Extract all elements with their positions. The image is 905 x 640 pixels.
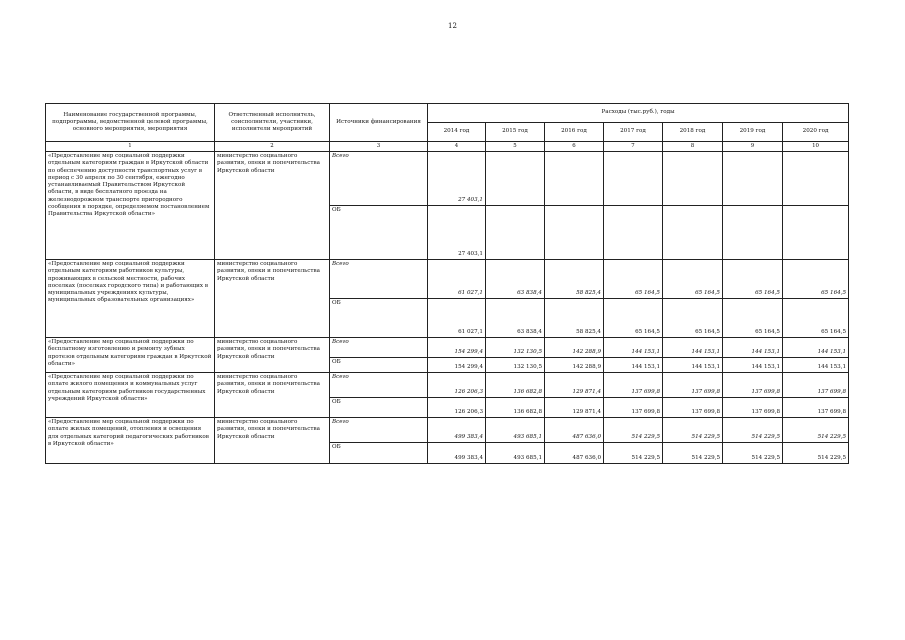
value-ob: 137 699,8 [723,398,783,418]
value-ob: 144 153,1 [783,358,849,373]
value-total: 144 153,1 [663,338,723,358]
column-index: 9 [723,142,783,152]
value-total: 65 164,5 [723,260,783,299]
value-total: 144 153,1 [604,338,663,358]
source-ob: ОБ [330,206,428,260]
value-ob: 137 699,8 [604,398,663,418]
source-ob: ОБ [330,443,428,464]
value-ob: 137 699,8 [663,398,723,418]
value-ob: 137 699,8 [783,398,849,418]
value-ob: 144 153,1 [723,358,783,373]
header-name: Наименование государственной программы, подпрограммы, ведомственной целевой программы, основного мероприятия, мероприятия [46,104,215,142]
responsible-executor: министерство социального развития, опеки и попечительства Иркутской области [215,338,330,373]
value-total: 144 153,1 [723,338,783,358]
value-ob: 27 403,1 [428,206,486,260]
value-ob: 487 636,0 [545,443,604,464]
header-year: 2018 год [663,123,723,142]
value-ob: 144 153,1 [604,358,663,373]
column-index: 1 [46,142,215,152]
table-row [46,418,849,443]
column-index: 4 [428,142,486,152]
value-ob: 144 153,1 [663,358,723,373]
value-total [545,152,604,206]
responsible-executor: министерство социального развития, опеки и попечительства Иркутской области [215,373,330,418]
measure-name: «Предоставление мер социальной поддержки по оплате жилых помещений, отопления и освещения для отдельных категорий педагогических работников в Иркутской области» [46,418,215,464]
value-ob: 132 130,5 [486,358,545,373]
table-row [46,152,849,206]
header-responsible: Ответственный исполнитель, соисполнители, участники, исполнители мероприятий [215,104,330,142]
value-ob: 65 164,5 [604,299,663,338]
value-total: 137 699,8 [783,373,849,398]
value-total: 487 636,0 [545,418,604,443]
column-index: 5 [486,142,545,152]
value-ob: 142 288,9 [545,358,604,373]
column-index: 7 [604,142,663,152]
measure-name: «Предоставление мер социальной поддержки отдельным категориям граждан в Иркутской области по обеспечению доступности транспортных услуг в период с 30 апреля по 30 сентября, ежегодно устанавливаемый Правительством Иркутской области, в виде бесплатного проезда на железнодорожном транспорте пригородного сообщения в порядке, определяемом постановлением Правительства Иркутской области» [46,152,215,260]
column-index: 3 [330,142,428,152]
source-total: Всего [330,260,428,299]
value-total [486,152,545,206]
value-ob [604,206,663,260]
value-total: 61 027,1 [428,260,486,299]
table-row [46,260,849,299]
measure-name: «Предоставление мер социальной поддержки отдельным категориям работников культуры, проживающих в сельской местности, рабочих поселках (поселках городского типа) и работающих в муниципальных учреждениях культуры, муниципальных образовательных организациях» [46,260,215,338]
header-year: 2020 год [783,123,849,142]
value-ob: 65 164,5 [723,299,783,338]
header-year: 2014 год [428,123,486,142]
value-total [783,152,849,206]
value-total: 137 699,8 [723,373,783,398]
value-ob: 126 206,3 [428,398,486,418]
table-body [46,152,849,464]
value-total: 65 164,5 [783,260,849,299]
value-ob: 514 229,5 [604,443,663,464]
value-ob: 514 229,5 [723,443,783,464]
header-year: 2017 год [604,123,663,142]
column-index-row [46,142,849,152]
source-ob: ОБ [330,358,428,373]
column-index: 6 [545,142,604,152]
value-total: 137 699,8 [604,373,663,398]
value-ob: 65 164,5 [663,299,723,338]
responsible-executor: министерство социального развития, опеки и попечительства Иркутской области [215,260,330,338]
value-total [723,152,783,206]
value-total: 514 229,5 [604,418,663,443]
value-total: 58 825,4 [545,260,604,299]
value-ob [783,206,849,260]
measure-name: «Предоставление мер социальной поддержки по оплате жилого помещения и коммунальных услуг отдельным категориям работников государственных учреждений Иркутской области» [46,373,215,418]
source-total: Всего [330,152,428,206]
value-ob: 514 229,5 [663,443,723,464]
value-total [604,152,663,206]
value-ob: 58 825,4 [545,299,604,338]
header-year: 2019 год [723,123,783,142]
value-total: 142 288,9 [545,338,604,358]
source-ob: ОБ [330,299,428,338]
value-total: 137 699,8 [663,373,723,398]
value-total: 132 130,5 [486,338,545,358]
value-total: 144 153,1 [783,338,849,358]
value-ob: 65 164,5 [783,299,849,338]
page-number: 12 [448,22,457,30]
header-source: Источники финансирования [330,104,428,142]
column-index: 2 [215,142,330,152]
header-year: 2015 год [486,123,545,142]
measure-name: «Предоставление мер социальной поддержки по бесплатному изготовлению и ремонту зубных протезов отдельным категориям граждан в Иркутской области» [46,338,215,373]
value-total: 514 229,5 [783,418,849,443]
source-total: Всего [330,338,428,358]
value-ob: 493 685,1 [486,443,545,464]
value-total: 136 682,8 [486,373,545,398]
value-ob [545,206,604,260]
value-ob [663,206,723,260]
value-total: 154 299,4 [428,338,486,358]
value-total: 493 685,1 [486,418,545,443]
value-ob [723,206,783,260]
value-ob: 514 229,5 [783,443,849,464]
source-total: Всего [330,373,428,398]
value-ob: 129 871,4 [545,398,604,418]
source-ob: ОБ [330,398,428,418]
column-index: 10 [783,142,849,152]
column-index: 8 [663,142,723,152]
value-ob: 136 682,8 [486,398,545,418]
value-total: 65 164,5 [663,260,723,299]
value-total: 514 229,5 [723,418,783,443]
value-total: 499 383,4 [428,418,486,443]
responsible-executor: министерство социального развития, опеки и попечительства Иркутской области [215,418,330,464]
value-total: 63 838,4 [486,260,545,299]
value-ob: 499 383,4 [428,443,486,464]
value-total [663,152,723,206]
table-row [46,338,849,358]
value-ob: 154 299,4 [428,358,486,373]
value-ob [486,206,545,260]
header-year: 2016 год [545,123,604,142]
value-total: 126 206,3 [428,373,486,398]
value-total: 514 229,5 [663,418,723,443]
responsible-executor: министерство социального развития, опеки и попечительства Иркутской области [215,152,330,260]
source-total: Всего [330,418,428,443]
value-total: 27 403,1 [428,152,486,206]
value-ob: 61 027,1 [428,299,486,338]
budget-table [45,103,849,464]
header-expenses: Расходы (тыс.руб.), годы [428,104,849,123]
table-row [46,373,849,398]
value-total: 129 871,4 [545,373,604,398]
value-total: 65 164,5 [604,260,663,299]
value-ob: 63 838,4 [486,299,545,338]
